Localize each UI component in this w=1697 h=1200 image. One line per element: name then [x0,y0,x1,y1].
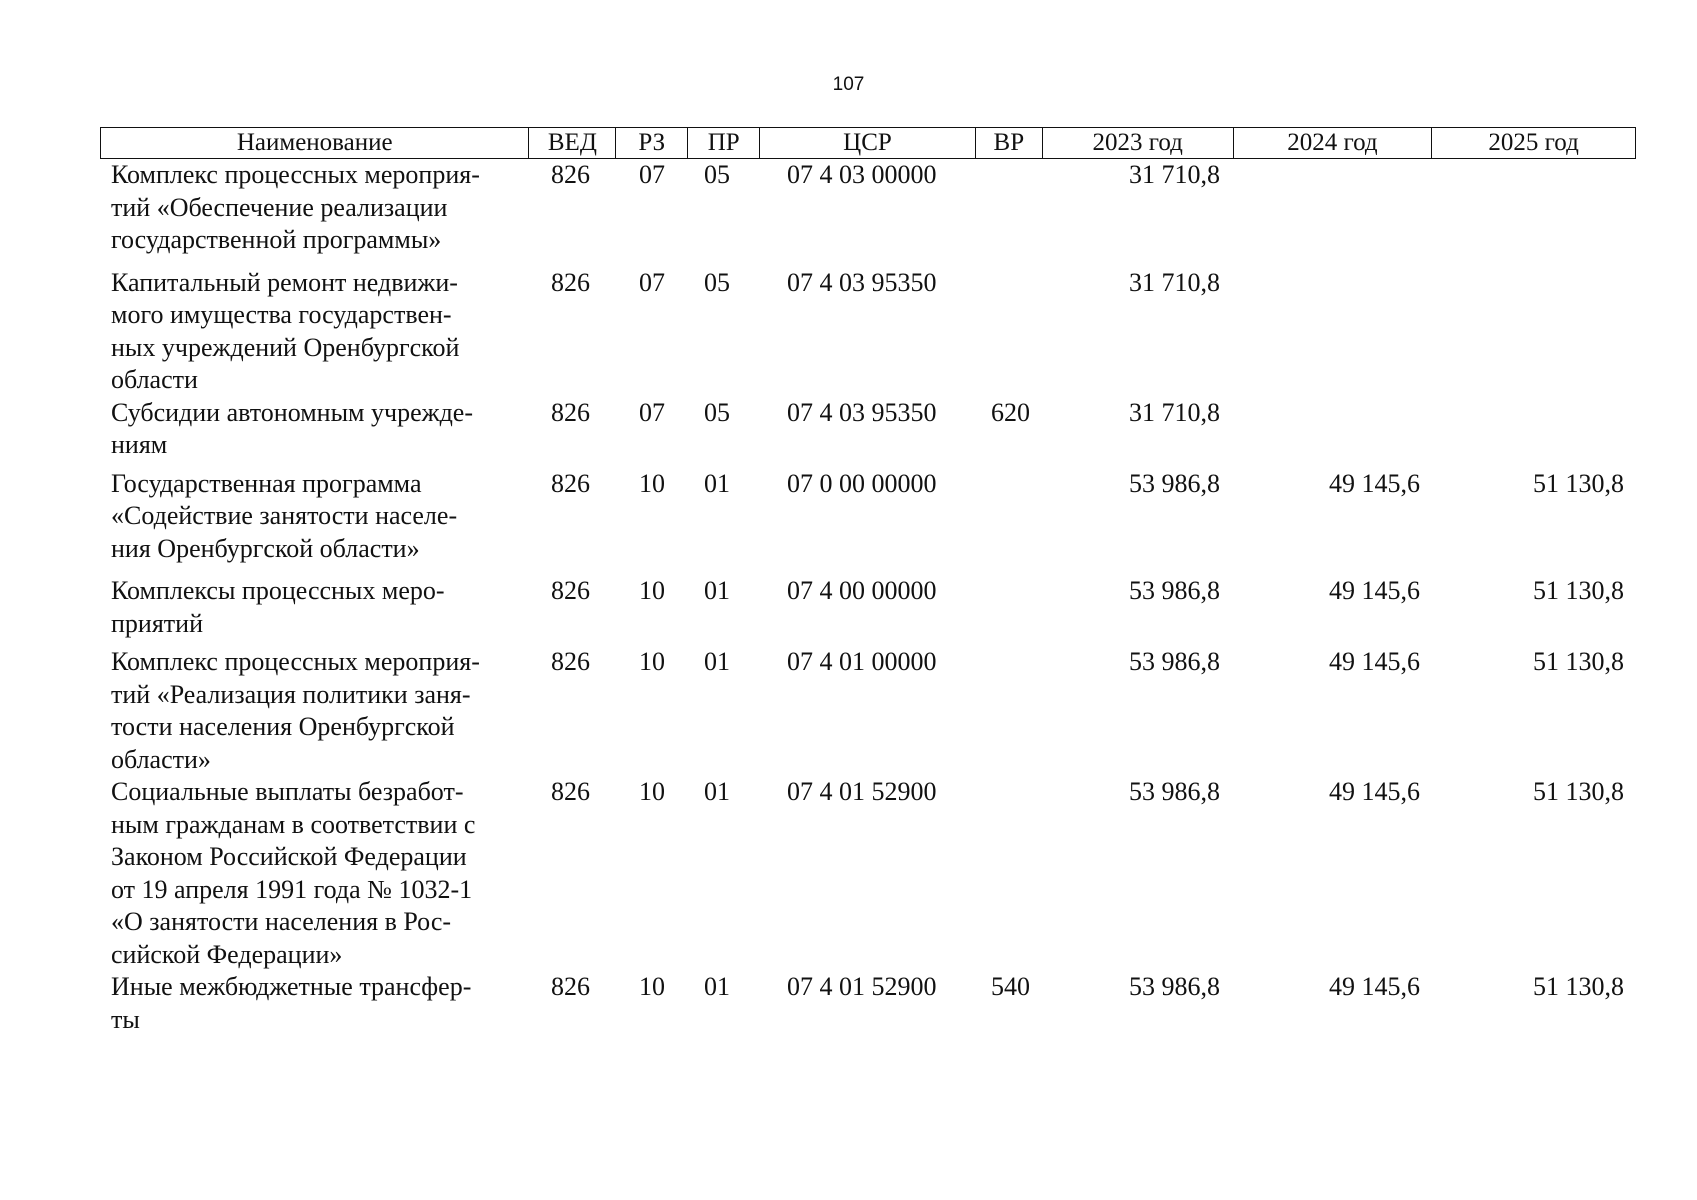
cell-2023: 53 986,8 [1129,576,1220,605]
cell-2024: 49 145,6 [1329,468,1420,498]
table-row [100,575,1636,640]
cell-vr: 540 [991,972,1030,1001]
cell-rz: 10 [639,972,665,1001]
name-line: ты [111,1004,140,1034]
cell-rz: 10 [639,777,665,806]
cell-2023: 31 710,8 [1129,160,1220,189]
cell-name [100,267,529,397]
cell-pr: 01 [704,972,730,1001]
name-line: Комплексы процессных меро- [111,576,445,605]
name-line: Иные межбюджетные трансфер- [111,972,472,1001]
header-csr: ЦСР [760,128,976,158]
name-line: тий «Обеспечение реализации [111,192,448,222]
cell-name [100,397,529,462]
cell-rz: 07 [639,160,665,189]
cell-2024 [1234,267,1433,397]
table-body [100,159,1636,1036]
cell-csr: 07 4 01 52900 [787,972,937,1001]
cell-name [100,575,529,640]
name-line: тости населения Оренбургской [111,712,455,741]
cell-vr [976,575,1043,640]
cell-2025: 51 130,8 [1533,468,1624,498]
name-line: «Содействие занятости населе- [111,501,458,530]
cell-rz: 10 [639,647,665,676]
cell-vr [976,468,1043,566]
cell-csr: 07 4 03 95350 [787,397,937,427]
cell-vr [976,267,1043,397]
cell-ved: 826 [551,397,590,427]
cell-2025 [1433,397,1636,462]
cell-ved: 826 [551,267,590,297]
cell-rz: 10 [639,576,665,605]
table-row [100,267,1636,397]
header-pr: ПР [688,128,760,158]
cell-2025: 51 130,8 [1533,576,1624,605]
cell-pr: 01 [704,468,730,498]
page-number: 107 [832,74,865,95]
header-ved: ВЕД [529,128,616,158]
cell-ved: 826 [551,647,590,676]
cell-2025: 51 130,8 [1533,647,1624,676]
cell-csr: 07 0 00 00000 [787,468,937,498]
table-row [100,646,1636,776]
cell-rz: 10 [639,468,665,498]
cell-2023: 53 986,8 [1129,647,1220,676]
cell-vr [976,159,1043,257]
cell-2023: 53 986,8 [1129,777,1220,806]
cell-2023: 53 986,8 [1129,972,1220,1001]
cell-name [100,971,529,1036]
name-line: тий «Реализация политики заня- [111,679,471,709]
cell-vr [976,646,1043,776]
cell-name [100,468,529,566]
header-2025: 2025 год [1488,129,1579,156]
cell-name [100,776,529,971]
cell-csr: 07 4 01 52900 [787,777,937,806]
cell-pr: 01 [704,576,730,605]
name-line: ных учреждений Оренбургской [111,332,460,362]
cell-2023: 31 710,8 [1129,267,1220,297]
name-line: ниям [111,430,168,459]
cell-csr: 07 4 03 00000 [787,160,937,189]
header-rz: РЗ [616,128,688,158]
cell-pr: 05 [704,267,730,297]
name-line: Законом Российской Федерации [111,842,467,871]
name-line: мого имущества государствен- [111,300,452,329]
name-line: области [111,365,198,394]
cell-pr: 05 [704,397,730,427]
cell-pr: 01 [704,647,730,676]
cell-2024: 49 145,6 [1329,777,1420,806]
cell-2025 [1433,267,1636,397]
cell-rz: 07 [639,397,665,427]
header-vr: ВР [976,128,1043,158]
cell-vr [976,776,1043,971]
table-row [100,159,1636,257]
table-row [100,776,1636,971]
name-line: ным гражданам в соответствии с [111,809,476,839]
header-name: Наименование [101,128,529,158]
cell-pr: 01 [704,777,730,806]
cell-2024 [1234,397,1433,462]
cell-2025 [1433,159,1636,257]
cell-2024: 49 145,6 [1329,972,1420,1001]
name-line: Капитальный ремонт недвижи- [111,267,458,297]
cell-2024 [1234,159,1433,257]
cell-ved: 826 [551,468,590,498]
table-header [100,127,1636,159]
name-line: Субсидии автономным учрежде- [111,397,473,427]
name-line: области» [111,744,211,774]
header-2023: 2023 год [1043,128,1234,158]
table-row [100,971,1636,1036]
cell-rz: 07 [639,267,665,297]
cell-csr: 07 4 00 00000 [787,576,937,605]
cell-csr: 07 4 01 00000 [787,647,937,676]
cell-name [100,646,529,776]
cell-2023: 53 986,8 [1129,468,1220,498]
cell-vr: 620 [991,397,1030,427]
header-2024: 2024 год [1234,128,1433,158]
cell-2025: 51 130,8 [1533,972,1624,1001]
cell-ved: 826 [551,777,590,806]
name-line: государственной программы» [111,225,442,254]
name-line: Государственная программа [111,468,422,498]
table-row [100,397,1636,462]
name-line: от 19 апреля 1991 года № 1032-1 [111,874,473,904]
name-line: «О занятости населения в Рос- [111,907,452,936]
name-line: Социальные выплаты безработ- [111,777,464,806]
name-line: приятий [111,608,203,638]
cell-2025: 51 130,8 [1533,777,1624,806]
cell-pr: 05 [704,160,730,189]
cell-ved: 826 [551,972,590,1001]
cell-ved: 826 [551,160,590,189]
name-line: ния Оренбургской области» [111,533,420,563]
name-line: сийской Федерации» [111,939,343,969]
cell-2024: 49 145,6 [1329,576,1420,605]
cell-name [100,159,529,257]
cell-ved: 826 [551,576,590,605]
name-line: Комплекс процессных мероприя- [111,647,480,676]
cell-csr: 07 4 03 95350 [787,267,937,297]
name-line: Комплекс процессных мероприя- [111,160,480,189]
table-row [100,468,1636,566]
cell-2023: 31 710,8 [1129,397,1220,427]
cell-2024: 49 145,6 [1329,647,1420,676]
